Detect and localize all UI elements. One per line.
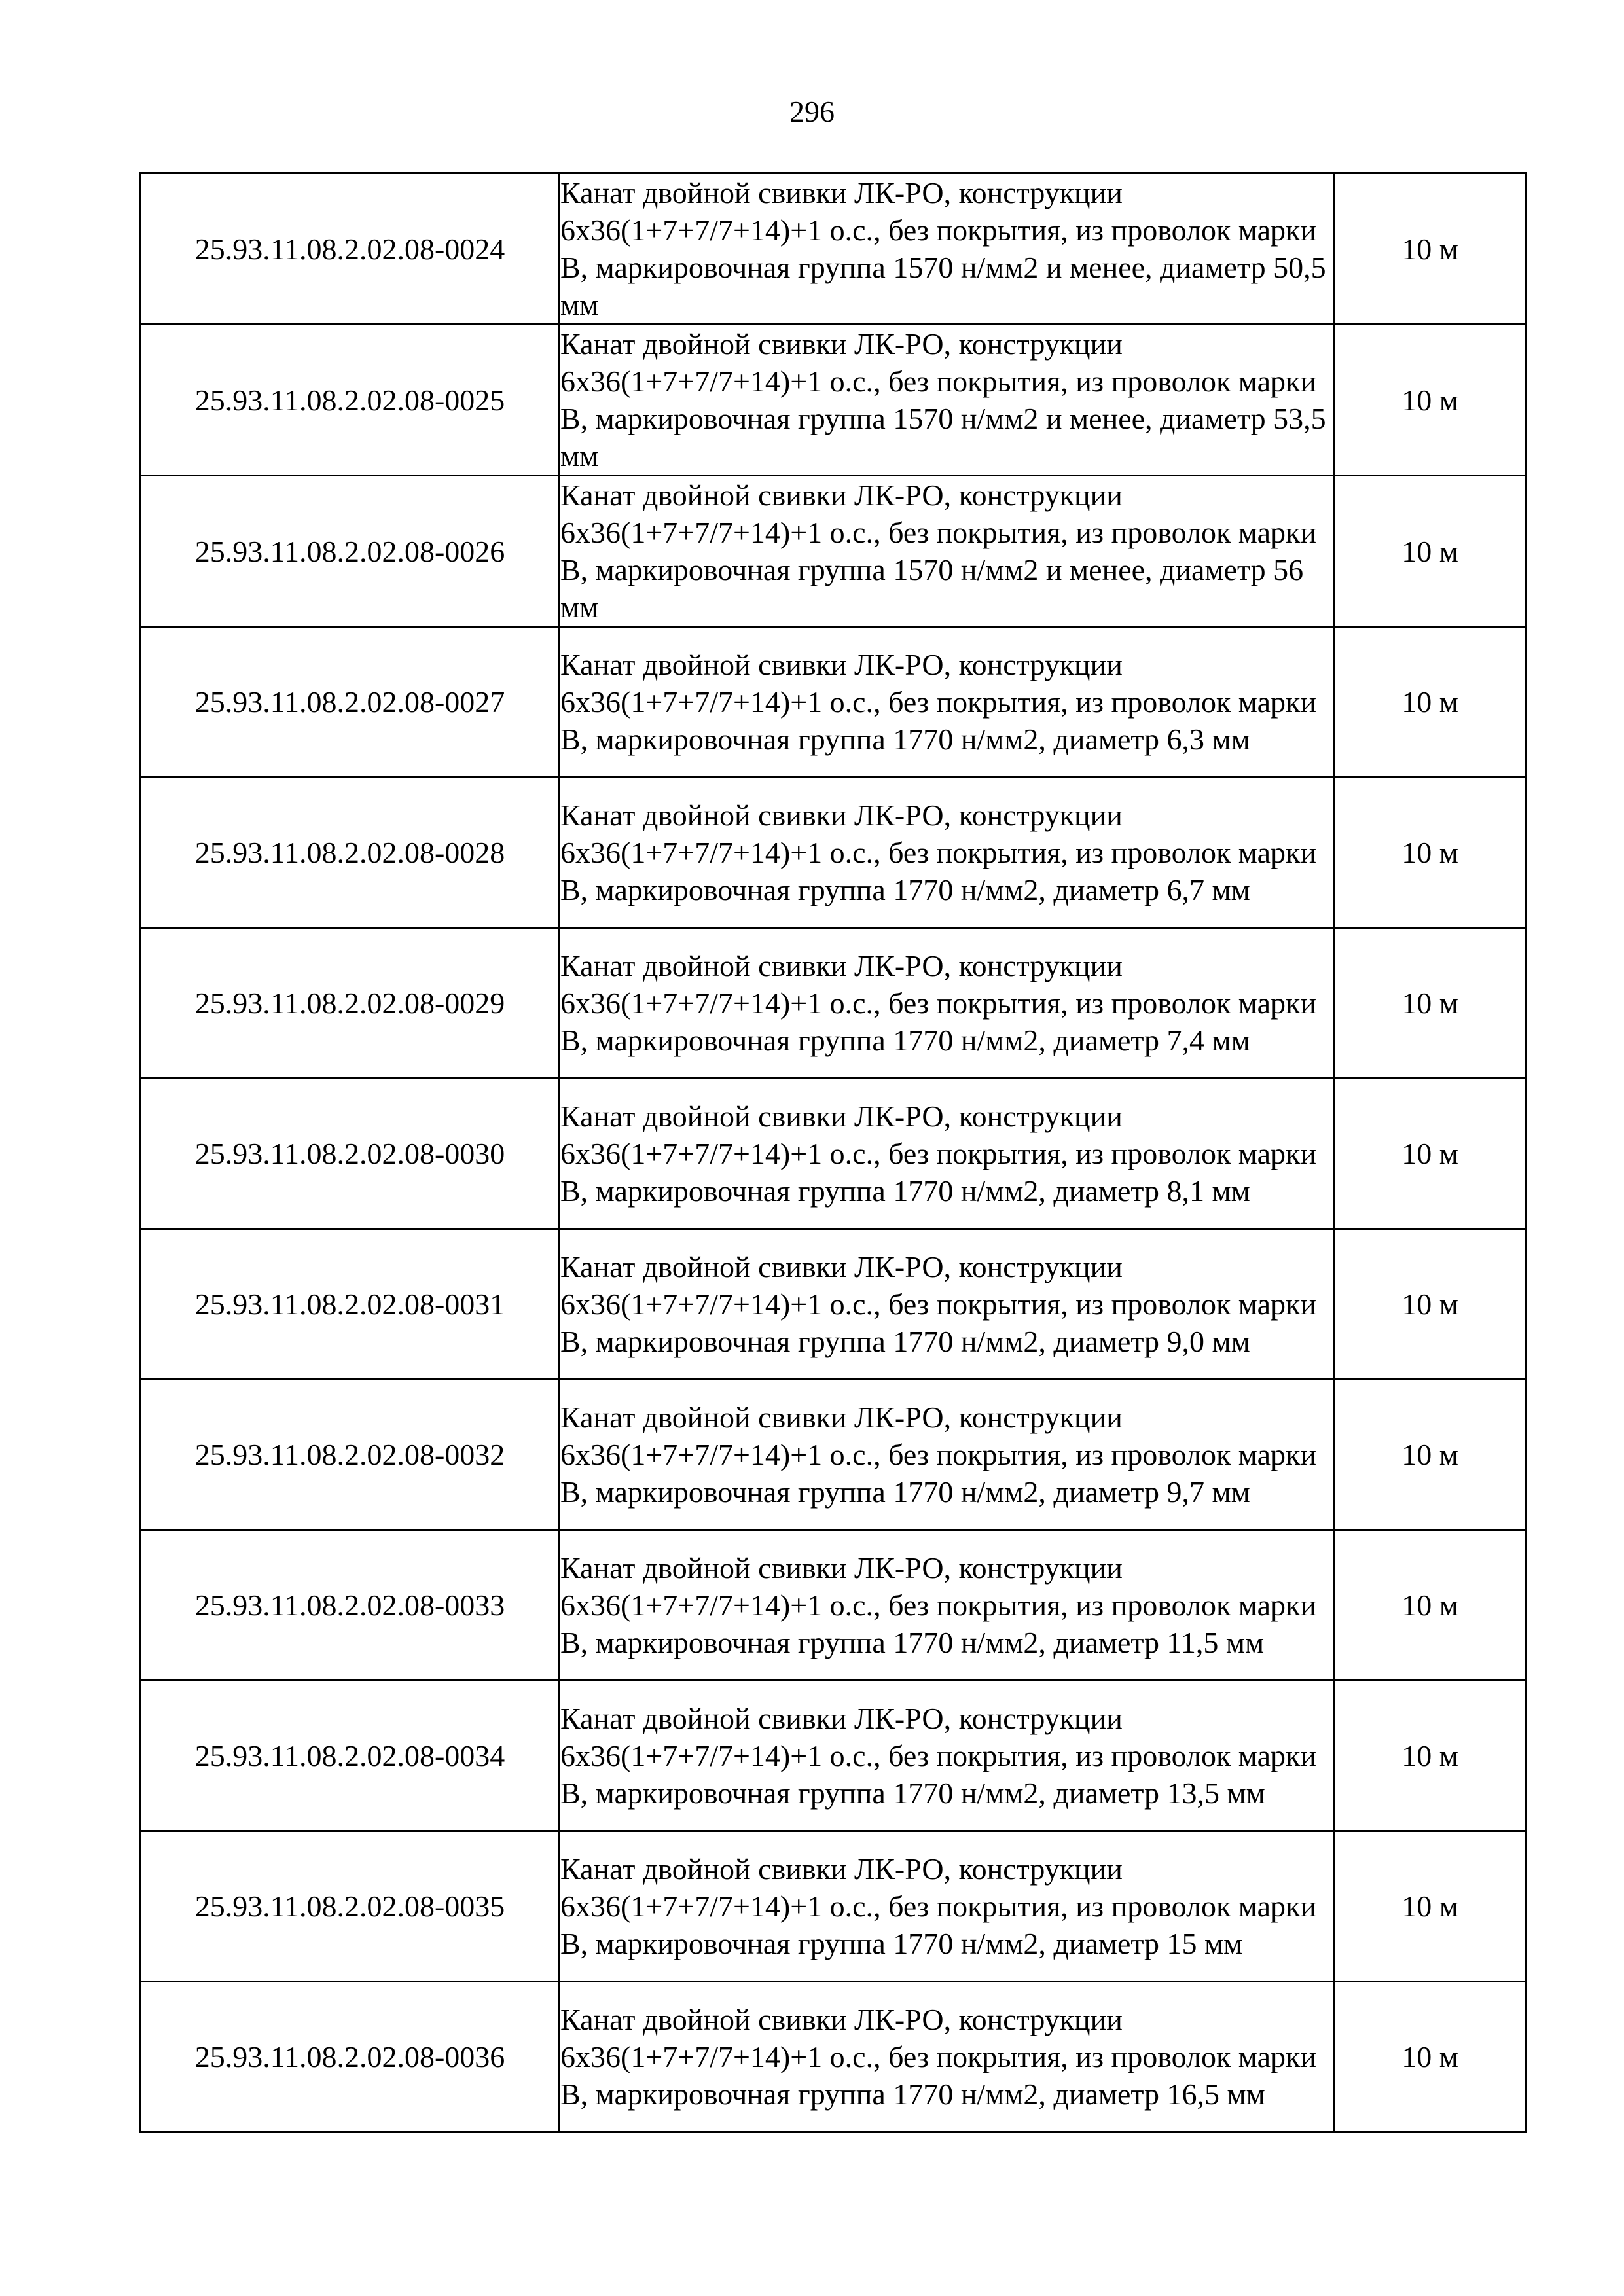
resource-description: Канат двойной свивки ЛК-РО, конструкции 6х36(1+7+7/7+14)+1 о.с., без покрытия, из проволок марки В, маркировочная группа 1570 н/мм2 и менее, диаметр 53,5 мм <box>560 325 1334 476</box>
table-row <box>141 1229 1526 1380</box>
resource-description: Канат двойной свивки ЛК-РО, конструкции 6х36(1+7+7/7+14)+1 о.с., без покрытия, из проволок марки В, маркировочная группа 1770 н/мм2, диаметр 8,1 мм <box>560 1079 1334 1229</box>
unit-of-measure: 10 м <box>1334 476 1526 627</box>
unit-of-measure: 10 м <box>1334 778 1526 928</box>
resource-table <box>139 172 1527 2133</box>
unit-of-measure: 10 м <box>1334 1831 1526 1982</box>
resource-description: Канат двойной свивки ЛК-РО, конструкции 6х36(1+7+7/7+14)+1 о.с., без покрытия, из проволок марки В, маркировочная группа 1770 н/мм2, диаметр 16,5 мм <box>560 1982 1334 2132</box>
resource-description: Канат двойной свивки ЛК-РО, конструкции 6х36(1+7+7/7+14)+1 о.с., без покрытия, из проволок марки В, маркировочная группа 1770 н/мм2, диаметр 7,4 мм <box>560 928 1334 1079</box>
resource-code: 25.93.11.08.2.02.08-0025 <box>141 325 560 476</box>
unit-of-measure: 10 м <box>1334 1229 1526 1380</box>
resource-code: 25.93.11.08.2.02.08-0028 <box>141 778 560 928</box>
resource-description: Канат двойной свивки ЛК-РО, конструкции 6х36(1+7+7/7+14)+1 о.с., без покрытия, из проволок марки В, маркировочная группа 1770 н/мм2, диаметр 9,7 мм <box>560 1380 1334 1530</box>
resource-code: 25.93.11.08.2.02.08-0031 <box>141 1229 560 1380</box>
page-number: 296 <box>789 95 835 128</box>
resource-description: Канат двойной свивки ЛК-РО, конструкции 6х36(1+7+7/7+14)+1 о.с., без покрытия, из проволок марки В, маркировочная группа 1770 н/мм2, диаметр 11,5 мм <box>560 1530 1334 1681</box>
unit-of-measure: 10 м <box>1334 1079 1526 1229</box>
resource-code: 25.93.11.08.2.02.08-0024 <box>141 173 560 325</box>
resource-description: Канат двойной свивки ЛК-РО, конструкции 6х36(1+7+7/7+14)+1 о.с., без покрытия, из проволок марки В, маркировочная группа 1570 н/мм2 и менее, диаметр 50,5 мм <box>560 173 1334 325</box>
resource-description: Канат двойной свивки ЛК-РО, конструкции 6х36(1+7+7/7+14)+1 о.с., без покрытия, из проволок марки В, маркировочная группа 1570 н/мм2 и менее, диаметр 56 мм <box>560 476 1334 627</box>
table-row <box>141 325 1526 476</box>
unit-of-measure: 10 м <box>1334 1530 1526 1681</box>
table-row <box>141 173 1526 325</box>
resource-code: 25.93.11.08.2.02.08-0035 <box>141 1831 560 1982</box>
resource-description: Канат двойной свивки ЛК-РО, конструкции 6х36(1+7+7/7+14)+1 о.с., без покрытия, из проволок марки В, маркировочная группа 1770 н/мм2, диаметр 6,3 мм <box>560 627 1334 778</box>
unit-of-measure: 10 м <box>1334 1681 1526 1831</box>
table-row <box>141 928 1526 1079</box>
resource-code: 25.93.11.08.2.02.08-0029 <box>141 928 560 1079</box>
unit-of-measure: 10 м <box>1334 928 1526 1079</box>
unit-of-measure: 10 м <box>1334 1380 1526 1530</box>
table-row <box>141 1982 1526 2132</box>
table-row <box>141 627 1526 778</box>
table-row <box>141 1681 1526 1831</box>
resource-code: 25.93.11.08.2.02.08-0034 <box>141 1681 560 1831</box>
resource-code: 25.93.11.08.2.02.08-0033 <box>141 1530 560 1681</box>
table-row <box>141 1530 1526 1681</box>
resource-description: Канат двойной свивки ЛК-РО, конструкции 6х36(1+7+7/7+14)+1 о.с., без покрытия, из проволок марки В, маркировочная группа 1770 н/мм2, диаметр 9,0 мм <box>560 1229 1334 1380</box>
table-row <box>141 476 1526 627</box>
table-row <box>141 1079 1526 1229</box>
resource-description: Канат двойной свивки ЛК-РО, конструкции 6х36(1+7+7/7+14)+1 о.с., без покрытия, из проволок марки В, маркировочная группа 1770 н/мм2, диаметр 15 мм <box>560 1831 1334 1982</box>
resource-code: 25.93.11.08.2.02.08-0032 <box>141 1380 560 1530</box>
resource-code: 25.93.11.08.2.02.08-0026 <box>141 476 560 627</box>
resource-code: 25.93.11.08.2.02.08-0036 <box>141 1982 560 2132</box>
unit-of-measure: 10 м <box>1334 173 1526 325</box>
table-row <box>141 1831 1526 1982</box>
resource-code: 25.93.11.08.2.02.08-0027 <box>141 627 560 778</box>
unit-of-measure: 10 м <box>1334 627 1526 778</box>
unit-of-measure: 10 м <box>1334 325 1526 476</box>
resource-description: Канат двойной свивки ЛК-РО, конструкции 6х36(1+7+7/7+14)+1 о.с., без покрытия, из проволок марки В, маркировочная группа 1770 н/мм2, диаметр 13,5 мм <box>560 1681 1334 1831</box>
resource-description: Канат двойной свивки ЛК-РО, конструкции 6х36(1+7+7/7+14)+1 о.с., без покрытия, из проволок марки В, маркировочная группа 1770 н/мм2, диаметр 6,7 мм <box>560 778 1334 928</box>
table-row <box>141 1380 1526 1530</box>
resource-code: 25.93.11.08.2.02.08-0030 <box>141 1079 560 1229</box>
unit-of-measure: 10 м <box>1334 1982 1526 2132</box>
table-row <box>141 778 1526 928</box>
